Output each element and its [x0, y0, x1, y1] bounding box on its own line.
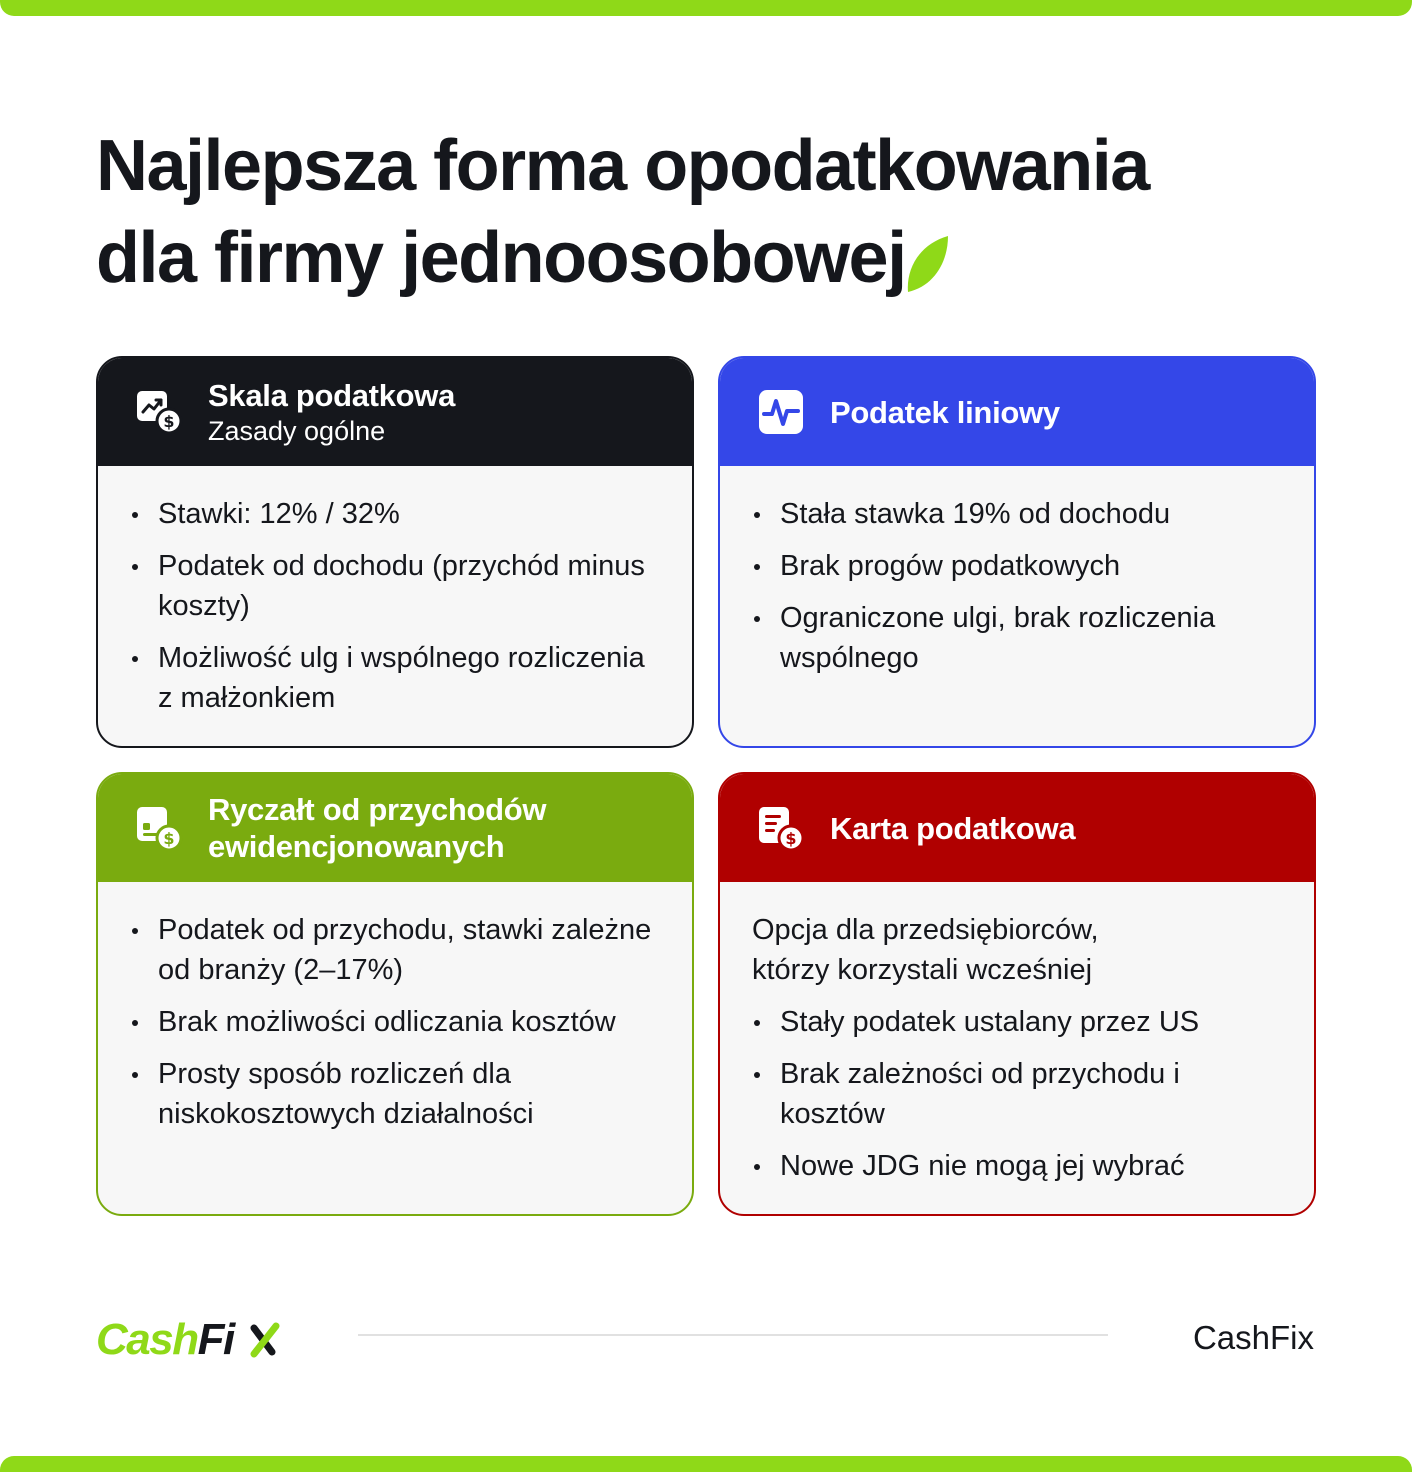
card-title: Ryczałt od przychodów ewidencjonowanych [208, 792, 547, 864]
list-item: Podatek od przychodu, stawki zależne od branży (2–17%) [130, 910, 662, 990]
page-title-line-1: Najlepsza forma opodatkowania [96, 126, 1149, 206]
list-item: Nowe JDG nie mogą jej wybrać [752, 1146, 1284, 1186]
card-intro: Opcja dla przedsiębiorców, którzy korzystali wcześniej [752, 914, 1099, 986]
page-title-line-2 [96, 212, 1316, 304]
chart-dollar-icon [134, 387, 184, 437]
list-item: Stały podatek ustalany przez US [752, 1002, 1284, 1042]
card-header [720, 358, 1314, 466]
card-list [130, 494, 662, 718]
svg-text:$: $ [163, 412, 175, 431]
card-podatek-liniowy [718, 356, 1316, 748]
list-item: Prosty sposób rozliczeń dla niskokosztowych działalności [130, 1054, 662, 1134]
card-list [130, 910, 662, 1134]
list-item: Brak progów podatkowych [752, 546, 1284, 586]
card-header [98, 774, 692, 882]
card-body [98, 466, 692, 718]
footer-divider [358, 1334, 1108, 1336]
cashfix-logo [94, 1306, 294, 1370]
card-title: Karta podatkowa [830, 810, 1076, 846]
top-accent-bar [0, 0, 1412, 16]
list-item: Stała stawka 19% od dochodu [752, 494, 1284, 534]
page-title-line-2-text: dla firmy jednoosobowej [96, 218, 906, 298]
card-title: Skala podatkowa [208, 377, 456, 413]
list-item: Brak zależności od przychodu i kosztów [752, 1054, 1212, 1134]
receipt-dollar-icon [756, 803, 806, 853]
card-title: Podatek liniowy [830, 394, 1060, 430]
card-subtitle: Zasady ogólne [208, 415, 386, 446]
svg-text:$: $ [785, 829, 797, 848]
card-ryczalt [96, 772, 694, 1216]
card-body [98, 882, 692, 1134]
svg-text:CashFi: CashFi [96, 1315, 234, 1364]
card-skala-podatkowa [96, 356, 694, 748]
list-item: Ograniczone ulgi, brak rozliczenia wspólnego [752, 598, 1284, 678]
card-header [720, 774, 1314, 882]
list-item: Stawki: 12% / 32% [130, 494, 662, 534]
card-body [720, 466, 1314, 678]
card-body [720, 882, 1314, 1186]
pulse-wave-icon [756, 387, 806, 437]
card-header [98, 358, 692, 466]
list-item: Możliwość ulg i wspólnego rozliczenia z małżonkiem [130, 638, 662, 718]
card-list [752, 1002, 1284, 1186]
bottom-accent-bar [0, 1456, 1412, 1472]
footer-brand-text: CashFix [1192, 1319, 1314, 1356]
page-title [96, 120, 1316, 304]
list-item: Brak możliwości odliczania kosztów [130, 1002, 662, 1042]
leaf-icon [902, 232, 952, 296]
document-dollar-icon [134, 803, 184, 853]
card-karta-podatkowa [718, 772, 1316, 1216]
card-list [752, 494, 1284, 678]
list-item: Podatek od dochodu (przychód minus koszty) [130, 546, 662, 626]
svg-text:$: $ [163, 829, 175, 848]
